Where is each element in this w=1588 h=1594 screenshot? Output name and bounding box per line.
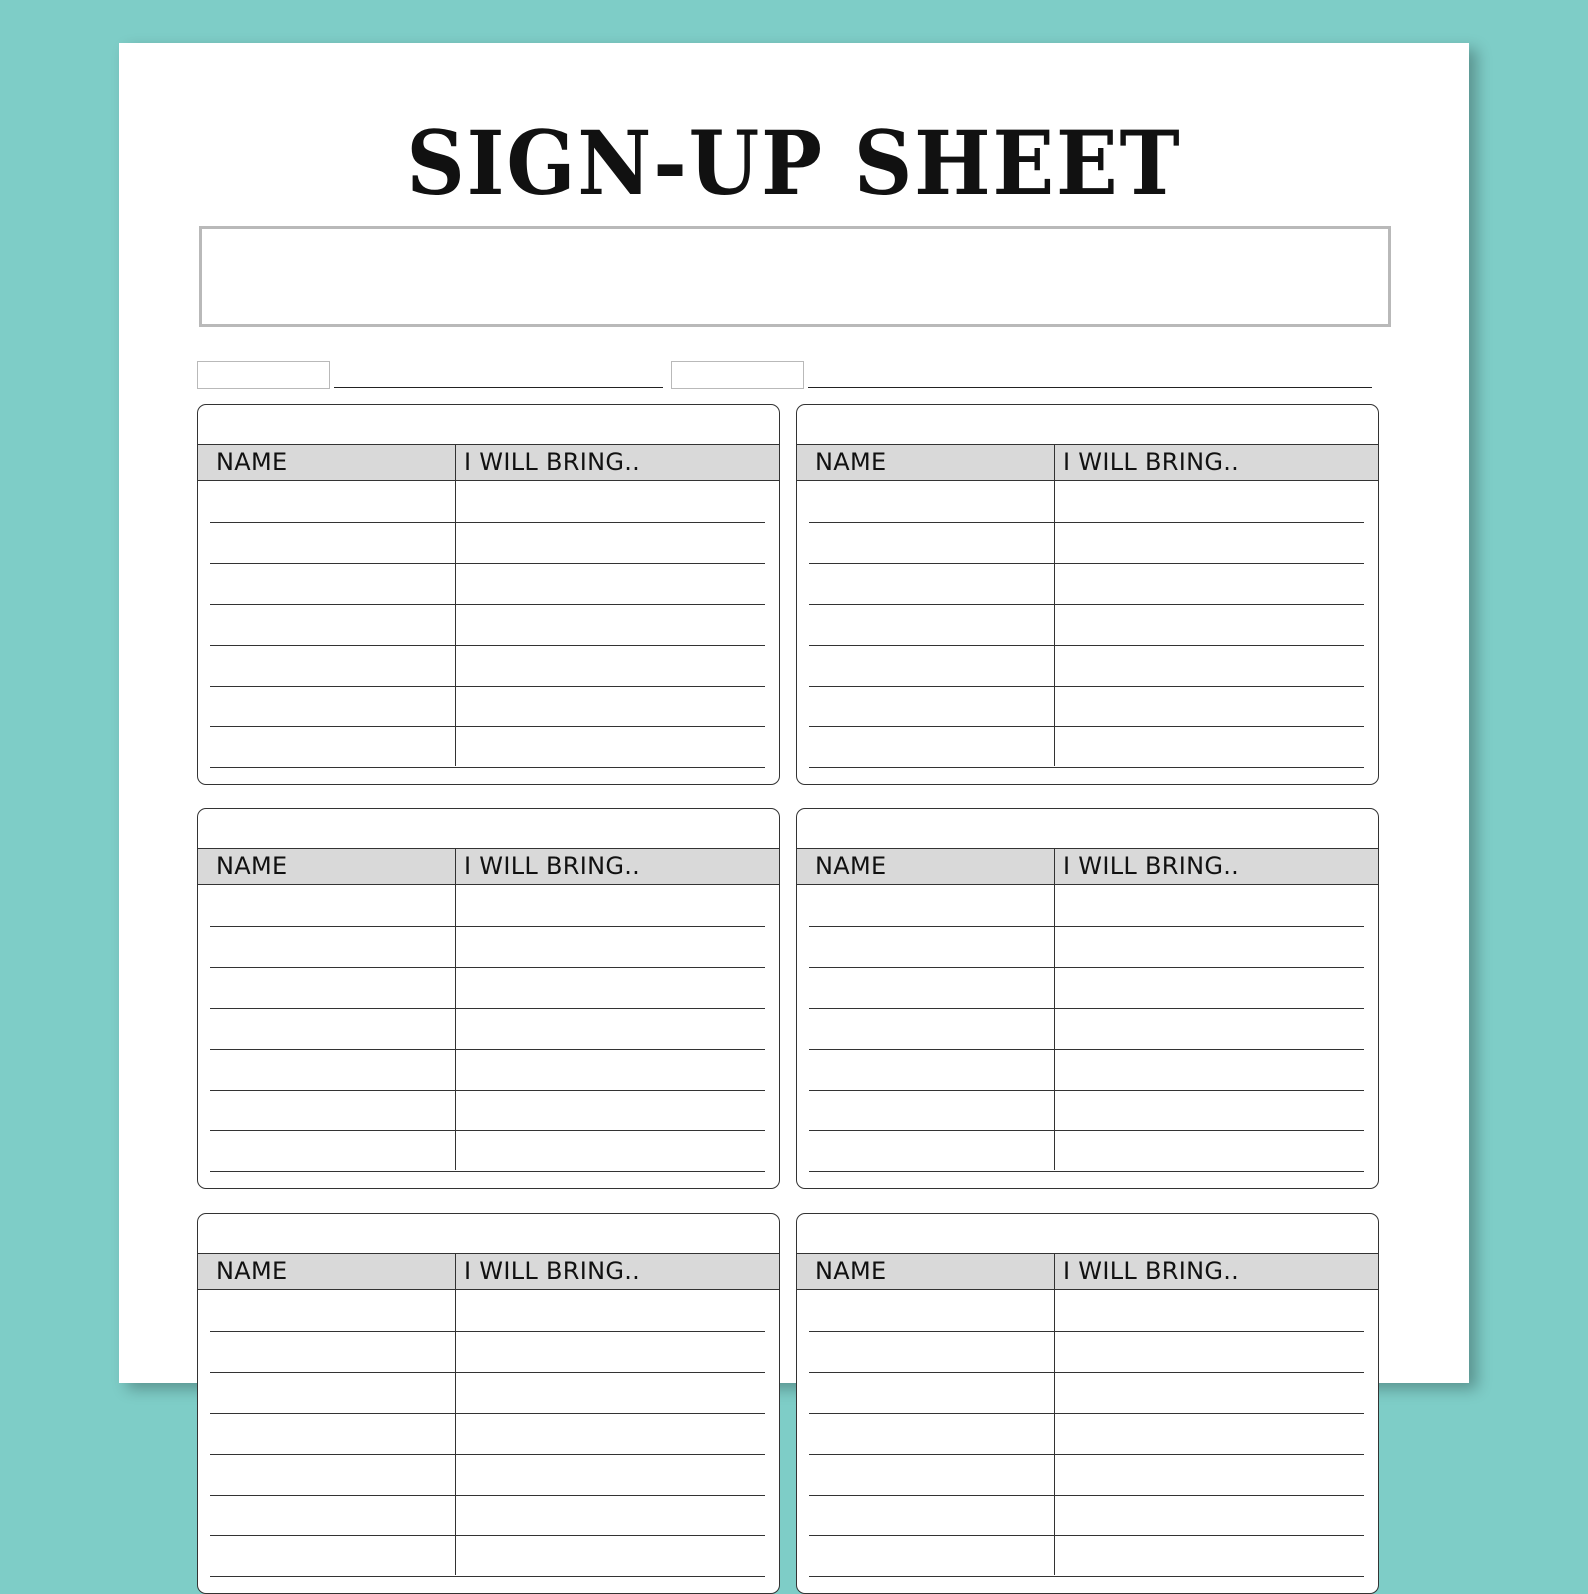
entry-row-line[interactable] bbox=[809, 1049, 1364, 1050]
field-label-box-1 bbox=[197, 361, 330, 389]
entry-row-line[interactable] bbox=[210, 563, 765, 564]
entry-row-line[interactable] bbox=[210, 522, 765, 523]
field-line-2[interactable] bbox=[808, 387, 1372, 388]
panel-title-field[interactable] bbox=[797, 809, 1378, 848]
entry-row-line[interactable] bbox=[809, 1535, 1364, 1536]
entry-row-line[interactable] bbox=[809, 604, 1364, 605]
entry-row-line[interactable] bbox=[809, 1413, 1364, 1414]
column-divider bbox=[455, 1253, 456, 1575]
bring-column-header: I WILL BRING.. bbox=[464, 852, 641, 880]
entry-row-line[interactable] bbox=[210, 1535, 765, 1536]
printable-page bbox=[119, 43, 1469, 1383]
column-divider bbox=[455, 848, 456, 1170]
entry-row-line[interactable] bbox=[210, 1130, 765, 1131]
entry-row-line[interactable] bbox=[809, 1454, 1364, 1455]
panel-title-field[interactable] bbox=[198, 1214, 779, 1253]
panel-title-field[interactable] bbox=[198, 809, 779, 848]
entry-row-line[interactable] bbox=[809, 1171, 1364, 1172]
entry-row-line[interactable] bbox=[210, 926, 765, 927]
name-column-header: NAME bbox=[815, 1257, 887, 1285]
entry-row-line[interactable] bbox=[809, 726, 1364, 727]
bring-column-header: I WILL BRING.. bbox=[1063, 448, 1240, 476]
entry-row-line[interactable] bbox=[809, 686, 1364, 687]
entry-row-line[interactable] bbox=[809, 1372, 1364, 1373]
entry-row-line[interactable] bbox=[210, 767, 765, 768]
panel-title-field[interactable] bbox=[797, 1214, 1378, 1253]
entry-row-line[interactable] bbox=[210, 686, 765, 687]
entry-row-line[interactable] bbox=[809, 1331, 1364, 1332]
signup-panel-5 bbox=[197, 1213, 780, 1594]
entry-row-line[interactable] bbox=[210, 1576, 765, 1577]
entry-row-line[interactable] bbox=[210, 726, 765, 727]
entry-row-line[interactable] bbox=[210, 1372, 765, 1373]
name-column-header: NAME bbox=[216, 448, 288, 476]
name-column-header: NAME bbox=[216, 1257, 288, 1285]
bring-column-header: I WILL BRING.. bbox=[1063, 1257, 1240, 1285]
entry-row-line[interactable] bbox=[809, 645, 1364, 646]
page-title: SIGN-UP SHEET bbox=[406, 111, 1182, 215]
signup-panel-1 bbox=[197, 404, 780, 785]
signup-panel-4 bbox=[796, 808, 1379, 1189]
field-line-1[interactable] bbox=[334, 387, 663, 388]
entry-row-line[interactable] bbox=[809, 563, 1364, 564]
entry-row-line[interactable] bbox=[210, 1008, 765, 1009]
entry-row-line[interactable] bbox=[809, 1495, 1364, 1496]
entry-row-line[interactable] bbox=[210, 604, 765, 605]
entry-row-line[interactable] bbox=[809, 1008, 1364, 1009]
signup-panel-3 bbox=[197, 808, 780, 1189]
signup-panel-6 bbox=[796, 1213, 1379, 1594]
panel-header-row bbox=[797, 848, 1378, 885]
entry-row-line[interactable] bbox=[809, 1090, 1364, 1091]
column-divider bbox=[1054, 444, 1055, 766]
entry-row-line[interactable] bbox=[809, 926, 1364, 927]
column-divider bbox=[1054, 848, 1055, 1170]
entry-row-line[interactable] bbox=[809, 522, 1364, 523]
bring-column-header: I WILL BRING.. bbox=[464, 448, 641, 476]
panel-title-field[interactable] bbox=[198, 405, 779, 444]
event-name-box[interactable] bbox=[199, 226, 1391, 327]
entry-row-line[interactable] bbox=[210, 1495, 765, 1496]
panel-title-field[interactable] bbox=[797, 405, 1378, 444]
entry-row-line[interactable] bbox=[809, 1576, 1364, 1577]
bring-column-header: I WILL BRING.. bbox=[464, 1257, 641, 1285]
entry-row-line[interactable] bbox=[210, 1454, 765, 1455]
entry-row-line[interactable] bbox=[210, 645, 765, 646]
entry-row-line[interactable] bbox=[809, 767, 1364, 768]
panel-header-row bbox=[797, 444, 1378, 481]
name-column-header: NAME bbox=[815, 852, 887, 880]
entry-row-line[interactable] bbox=[809, 967, 1364, 968]
entry-row-line[interactable] bbox=[210, 1049, 765, 1050]
column-divider bbox=[1054, 1253, 1055, 1575]
name-column-header: NAME bbox=[216, 852, 288, 880]
panel-header-row bbox=[198, 444, 779, 481]
panel-header-row bbox=[198, 848, 779, 885]
entry-row-line[interactable] bbox=[210, 1413, 765, 1414]
name-column-header: NAME bbox=[815, 448, 887, 476]
entry-row-line[interactable] bbox=[210, 1090, 765, 1091]
signup-panel-2 bbox=[796, 404, 1379, 785]
panel-header-row bbox=[198, 1253, 779, 1290]
entry-row-line[interactable] bbox=[210, 1331, 765, 1332]
entry-row-line[interactable] bbox=[210, 967, 765, 968]
entry-row-line[interactable] bbox=[210, 1171, 765, 1172]
bring-column-header: I WILL BRING.. bbox=[1063, 852, 1240, 880]
entry-row-line[interactable] bbox=[809, 1130, 1364, 1131]
field-label-box-2 bbox=[671, 361, 804, 389]
panel-header-row bbox=[797, 1253, 1378, 1290]
column-divider bbox=[455, 444, 456, 766]
